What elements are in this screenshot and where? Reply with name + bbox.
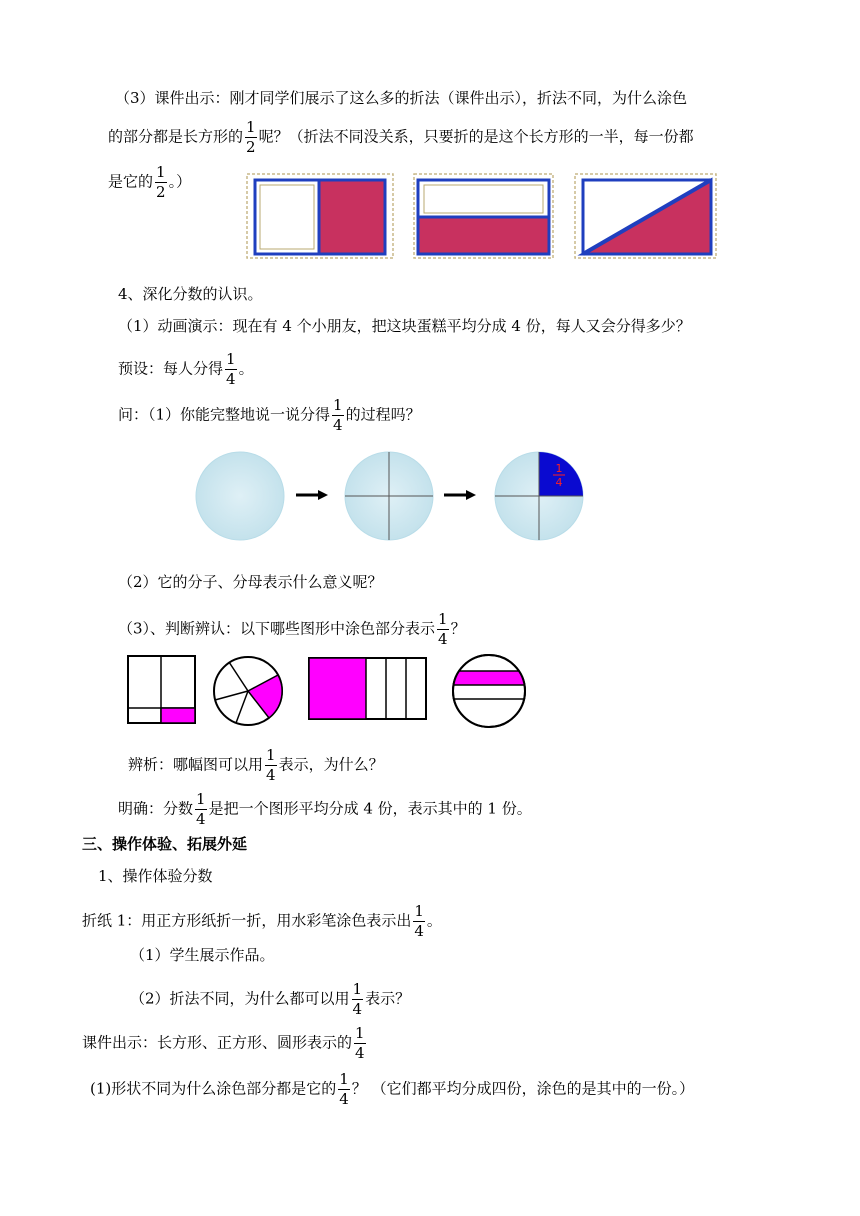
fraction-one-quarter: $\frac{1}{4}$ (266, 746, 276, 784)
text-line: （1）动画演示：现在有 4 个小朋友，把这块蛋糕平均分成 4 份，每人又会分得多少？ (118, 317, 691, 335)
text-line: （1）学生展示作品。 (130, 946, 275, 964)
fraction-one-quarter: $\frac{1}{4}$ (196, 790, 206, 828)
rect-figure-quarter (307, 656, 429, 722)
text-line: 的部分都是长方形的 $\frac{1}{2}$ 呢？（折法不同没关系，只要折的是这个长方形的一半，每一份都 (108, 118, 694, 156)
text-line: 辨析：哪幅图可以用 $\frac{1}{4}$ 表示，为什么？ (128, 746, 384, 784)
fraction-one-quarter: $\frac{1}{4}$ (355, 1024, 365, 1062)
pie-label-num: 1 (555, 462, 563, 475)
fraction-one-quarter: $\frac{1}{4}$ (339, 1070, 349, 1108)
text-line: （2）它的分子、分母表示什么意义呢？ (118, 573, 383, 591)
text-line: 折纸 1：用正方形纸折一折，用水彩笔涂色表示出 $\frac{1}{4}$ 。 (82, 902, 442, 940)
fraction-one-quarter: $\frac{1}{4}$ (414, 902, 424, 940)
circle-figure-strips (449, 652, 529, 730)
text-line: 1、操作体验分数 (98, 867, 213, 885)
pie-label-den: 4 (555, 476, 563, 489)
section-heading: 三、操作体验、拓展外延 (82, 835, 248, 853)
text-line: 课件出示：长方形、正方形、圆形表示的 $\frac{1}{4}$ (82, 1024, 365, 1062)
fraction-one-quarter: $\frac{1}{4}$ (333, 396, 343, 434)
text-line: （3）、判断辨认：以下哪些图形中涂色部分表示 $\frac{1}{4}$ ？ (118, 610, 466, 648)
arrow-icon (444, 490, 476, 500)
text-line: (1)形状不同为什么涂色部分都是它的 $\frac{1}{4}$ ？ （它们都平均分成四份，涂色的是其中的一份。） (90, 1070, 695, 1108)
rect-half-horizontal-figure (412, 172, 555, 260)
cake-division-figure (192, 446, 592, 546)
whole-cake (196, 452, 284, 540)
fraction-one-half: $\frac{1}{2}$ (156, 163, 166, 201)
text-line: （2）折法不同，为什么都可以用 $\frac{1}{4}$ 表示？ (130, 980, 411, 1018)
fraction-one-quarter: $\frac{1}{4}$ (352, 980, 363, 1018)
text-line: 预设：每人分得 $\frac{1}{4}$ 。 (118, 350, 254, 388)
fraction-one-half: $\frac{1}{2}$ (246, 118, 256, 156)
text-line: 是它的 $\frac{1}{2}$ 。） (108, 163, 192, 201)
rect-half-vertical-figure (245, 172, 395, 260)
circle-figure-uneven (211, 654, 285, 728)
fraction-one-quarter: $\frac{1}{4}$ (226, 350, 236, 388)
text-line: 明确：分数 $\frac{1}{4}$ 是把一个图形平均分成 4 份，表示其中的 1 份。 (118, 790, 532, 828)
fraction-one-quarter: $\frac{1}{4}$ (438, 610, 448, 648)
square-figure-uneven (126, 654, 198, 726)
text-line: 问：（1）你能完整地说一说分得 $\frac{1}{4}$ 的过程吗？ (118, 396, 421, 434)
rect-half-diagonal-figure (573, 172, 718, 260)
text-line: （3）课件出示：刚才同学们展示了这么多的折法（课件出示），折法不同，为什么涂色 (115, 89, 688, 107)
arrow-icon (296, 490, 328, 500)
section-heading: 4、深化分数的认识。 (118, 285, 263, 303)
